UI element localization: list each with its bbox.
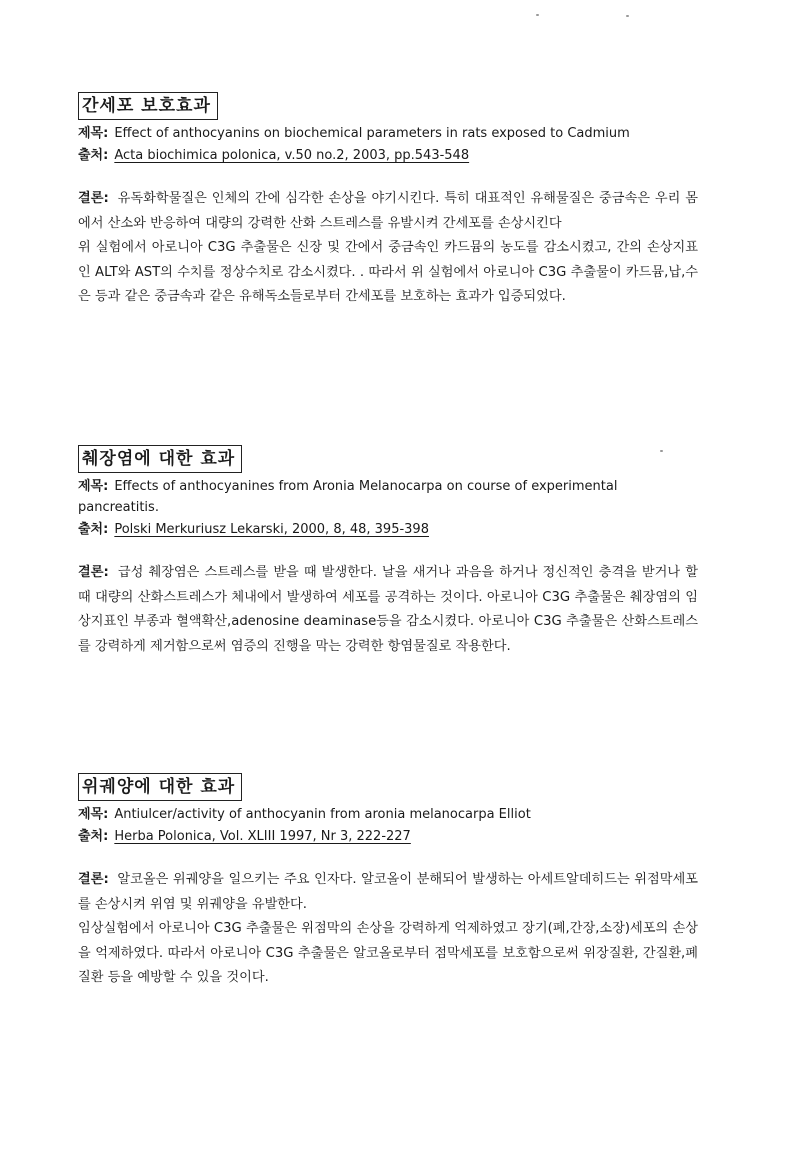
scan-speck xyxy=(626,15,629,17)
paper-title: Effect of anthocyanins on biochemical parameters in rats exposed to Cadmium xyxy=(114,126,630,141)
scan-speck xyxy=(660,450,663,452)
conclusion-label: 결론: xyxy=(78,565,109,580)
section-heading: 췌장염에 대한 효과 xyxy=(78,445,242,473)
paper-source: Polski Merkuriusz Lekarski, 2000, 8, 48, 395-398 xyxy=(114,522,429,537)
conclusion-block xyxy=(78,187,698,310)
paper-source-line xyxy=(78,519,698,540)
conclusion-paragraph xyxy=(78,561,698,659)
conclusion-paragraph: 위 실험에서 아로니아 C3G 추출물은 신장 및 간에서 중금속인 카드뮴의 농도를 감소시켰고, 간의 손상지표인 ALT와 AST의 수치를 정상수치로 감소시켰다. . 따라서 위 실험에서 아로니아 C3G 추출물이 카드뮴,납,수은 등과 같은 중금속과 같은 유해독소들로부터 간세포를 보호하는 효과가 입증되었다. xyxy=(78,240,698,304)
paper-title-line xyxy=(78,123,698,144)
source-label: 출처: xyxy=(78,522,109,537)
paper-title: Antiulcer/activity of anthocyanin from aronia melanocarpa Elliot xyxy=(114,807,531,822)
section-heading: 위궤양에 대한 효과 xyxy=(78,773,242,801)
source-label: 출처: xyxy=(78,148,109,163)
conclusion-text: 유독화학물질은 인체의 간에 심각한 손상을 야기시킨다. 특히 대표적인 유해물질은 중금속은 우리 몸에서 산소와 반응하여 대량의 강력한 산화 스트레스를 유발시켜 간세포를 손상시킨다 xyxy=(78,191,698,231)
title-label: 제목: xyxy=(78,126,109,141)
conclusion-label: 결론: xyxy=(78,872,109,887)
section-pancreatitis xyxy=(78,445,698,659)
title-label: 제목: xyxy=(78,807,109,822)
paper-title-line xyxy=(78,804,698,825)
conclusion-label: 결론: xyxy=(78,191,109,206)
conclusion-text: 급성 췌장염은 스트레스를 받을 때 발생한다. 날을 새거나 과음을 하거나 정신적인 충격을 받거나 할 때 대량의 산화스트레스가 체내에서 발생하여 세포를 공격하는 것이다. 아로니아 C3G 추출물은 췌장염의 임상지표인 부종과 혈액확산,adenosine deaminase등을 감소시켰다. 아로니아 C3G 추출물은 산화스트레스를 강력하게 제거함으로써 염증의 진행을 막는 강력한 항염물질로 작용한다. xyxy=(78,565,698,654)
title-label: 제목: xyxy=(78,479,109,494)
conclusion-block xyxy=(78,561,698,659)
conclusion-paragraph xyxy=(78,187,698,236)
conclusion-paragraph: 임상실험에서 아로니아 C3G 추출물은 위점막의 손상을 강력하게 억제하였고 장기(폐,간장,소장)세포의 손상을 억제하였다. 따라서 아로니아 C3G 추출물은 알코올로부터 점막세포를 보호함으로써 위장질환, 간질환,폐질환 등을 예방할 수 있을 것이다. xyxy=(78,921,698,985)
section-gastric-ulcer xyxy=(78,773,698,991)
conclusion-text: 알코올은 위궤양을 일으키는 주요 인자다. 알코올이 분해되어 발생하는 아세트알데히드는 위점막세포를 손상시켜 위염 및 위궤양을 유발한다. xyxy=(78,872,698,912)
section-heading: 간세포 보호효과 xyxy=(78,92,218,120)
paper-source-line xyxy=(78,145,698,166)
section-liver-protection xyxy=(78,92,698,310)
source-label: 출처: xyxy=(78,829,109,844)
paper-title-line xyxy=(78,476,648,518)
paper-title: Effects of anthocyanines from Aronia Melanocarpa on course of experimental pancreatitis. xyxy=(78,479,618,515)
conclusion-paragraph xyxy=(78,868,698,917)
paper-source-line xyxy=(78,826,698,847)
scan-speck xyxy=(536,14,539,16)
paper-source: Herba Polonica, Vol. XLIII 1997, Nr 3, 222-227 xyxy=(114,829,411,844)
paper-source: Acta biochimica polonica, v.50 no.2, 2003, pp.543-548 xyxy=(114,148,470,163)
conclusion-block xyxy=(78,868,698,991)
